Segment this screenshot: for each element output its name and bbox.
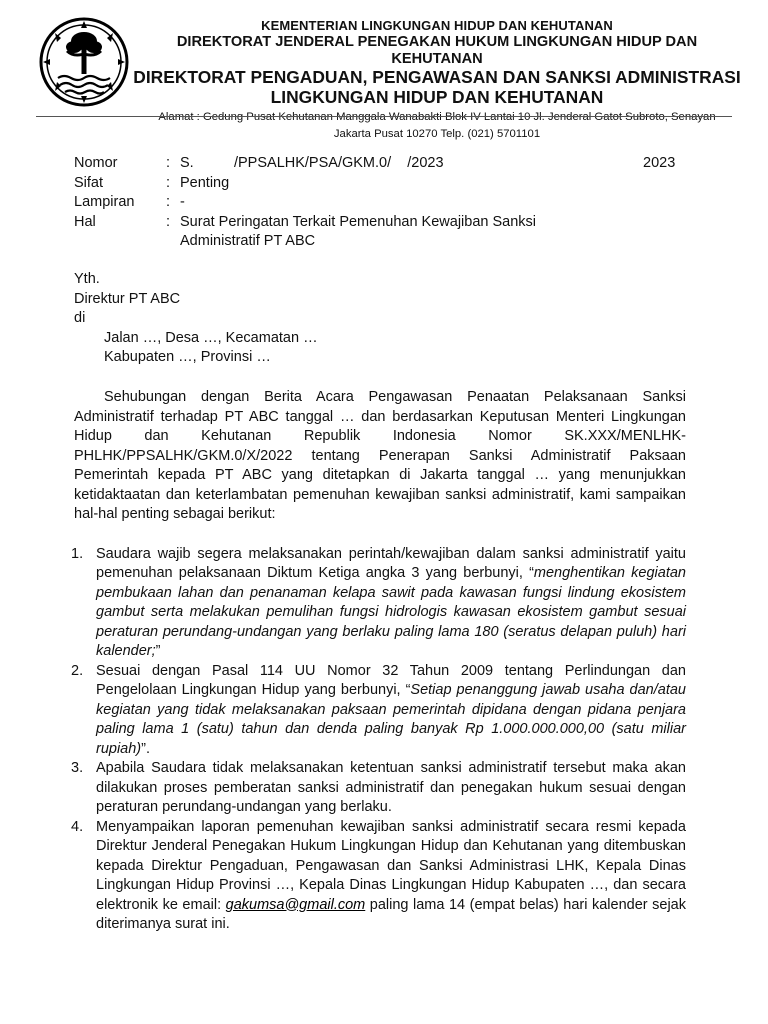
recipient-address-line1: Jalan …, Desa …, Kecamatan …: [104, 329, 318, 346]
item-text-after: ”.: [141, 740, 150, 757]
hal-row-cont: [74, 232, 694, 252]
colon: :: [166, 174, 171, 191]
item-text-after: ”: [155, 643, 161, 659]
recipient-address-line2: Kabupaten …, Provinsi …: [104, 349, 271, 365]
colon: :: [166, 213, 171, 230]
ministry-name: KEMENTERIAN LINGKUNGAN HIDUP DAN KEHUTANAN: [261, 18, 613, 33]
colon: :: [166, 155, 171, 171]
list-item: [71, 545, 686, 662]
item-number: 4.: [71, 818, 84, 835]
directorate-general-name: DIREKTORAT JENDERAL PENEGAKAN HUKUM LINGKUNGAN HIDUP DAN KEHUTANAN: [176, 34, 698, 67]
nomor-row: [74, 154, 694, 174]
item-number: 2.: [71, 662, 84, 679]
letter-date: 2023: [643, 155, 676, 171]
email-link[interactable]: gakumsa@gmail.com: [225, 896, 366, 913]
lampiran-label: Lampiran: [74, 194, 135, 210]
colon: :: [166, 194, 171, 210]
recipient-name: Direktur PT ABC: [74, 290, 181, 307]
nomor-label: Nomor: [74, 155, 118, 171]
di: di: [74, 310, 86, 326]
hal-label: Hal: [74, 213, 96, 230]
addressee-block: [74, 270, 318, 368]
list-item: [71, 759, 686, 818]
list-item: [71, 662, 686, 760]
hal-value-line2: Administratif PT ABC: [180, 233, 316, 249]
item-quote: Setiap penanggung jawab usaha dan/atau kegiatan yang tidak melaksanakan paksaan pemerintah dipidana dengan pidana penjara paling lama 1 (satu) tahun dan denda paling banyak Rp 1.000.000.000,00 (satu miliar rupiah): [96, 682, 686, 757]
lampiran-row: [74, 193, 694, 213]
item-quote: menghentikan kegiatan pembukaan lahan dan penanaman kelapa sawit pada kawasan fungsi lindung ekosistem gambut serta melakukan pemulihan fungsi hidrologis kawasan ekosistem gambut sesuai peraturan perundang-undangan yang berlaku paling lama 180 (seratus delapan puluh) hari kalender;: [96, 565, 686, 659]
letter-meta: [74, 154, 694, 252]
item-text: Sesuai dengan Pasal 114 UU Nomor 32 Tahun 2009 tentang Perlindungan dan Pengelolaan Lingkungan Hidup yang berbunyi, “: [96, 662, 686, 698]
list-item: [71, 818, 686, 935]
klhk-emblem-icon: [36, 16, 132, 108]
nomor-value: S. /PPSALHK/PSA/GKM.0/ /2023: [180, 155, 444, 171]
item-number: 3.: [71, 760, 84, 776]
item-text: Apabila Saudara tidak melaksanakan ketentuan sanksi administratif tersebut maka akan dilakukan proses pemberatan sanksi administratif dan penegakan hukum sesuai dengan peraturan perundang-undangan yang berlaku.: [96, 760, 686, 815]
sifat-value: Penting: [180, 174, 230, 191]
sifat-row: [74, 174, 694, 194]
directorate-name-line2: LINGKUNGAN HIDUP DAN KEHUTANAN: [270, 87, 604, 107]
address-line2: Jakarta Pusat 10270 Telp. (021) 5701101: [333, 128, 541, 140]
sifat-label: Sifat: [74, 174, 104, 191]
item-text-after: paling lama 14 (empat belas) hari kalender sejak diterimanya surat ini.: [96, 896, 686, 932]
item-text: Menyampaikan laporan pemenuhan kewajiban sanksi administratif secara resmi kepada Direktur Jenderal Penegakan Hukum Lingkungan Hidup dan Kehutanan yang ditembuskan kepada Direktur Pengaduan, Pengawasan dan Sanksi Administrasi LHK, Kepala Dinas Lingkungan Hidup Provinsi …, Kepala Dinas Lingkungan Hidup Kabupaten …, dan secara elektronik ke email:: [96, 818, 686, 913]
intro-paragraph: Sehubungan dengan Berita Acara Pengawasan Penaatan Pelaksanaan Sanksi Administratif terhadap PT ABC tanggal … dan berdasarkan Keputusan Menteri Lingkungan Hidup dan Kehutanan Republik Indonesia Nomor SK.XXX/MENLHK-PHLHK/PPSALHK/GKM.0/X/2022 tentang Penerapan Sanksi Administratif Paksaan Pemerintah kepada PT ABC yang ditetapkan di Jakarta tanggal … yang menunjukkan ketidaktaatan dan keterlambatan pemenuhan kewajiban sanksi administratif, kami sampaikan hal-hal penting sebagai berikut:: [74, 389, 686, 522]
letterhead: [130, 18, 744, 143]
yth: Yth.: [74, 271, 100, 287]
item-number: 1.: [71, 545, 84, 562]
lampiran-value: -: [180, 194, 185, 210]
item-text: Saudara wajib segera melaksanakan perintah/kewajiban dalam sanksi administratif yaitu pemenuhan pelaksanaan Diktum Ketiga angka 3 yang berbunyi, “: [96, 545, 686, 581]
hal-value-line1: Surat Peringatan Terkait Pemenuhan Kewajiban Sanksi: [180, 213, 537, 230]
directorate-name-line1: DIREKTORAT PENGADUAN, PENGAWASAN DAN SANKSI ADMINISTRASI: [133, 67, 741, 87]
points-list: [71, 545, 686, 935]
hal-row: [74, 213, 694, 233]
letterhead-divider: [36, 116, 732, 117]
address-line1: Alamat : Gedung Pusat Kehutanan Manggala Wanabakti Blok IV Lantai 10 Jl. Jenderal Gatot Subroto, Senayan: [158, 111, 716, 123]
letter-body: [71, 388, 686, 935]
